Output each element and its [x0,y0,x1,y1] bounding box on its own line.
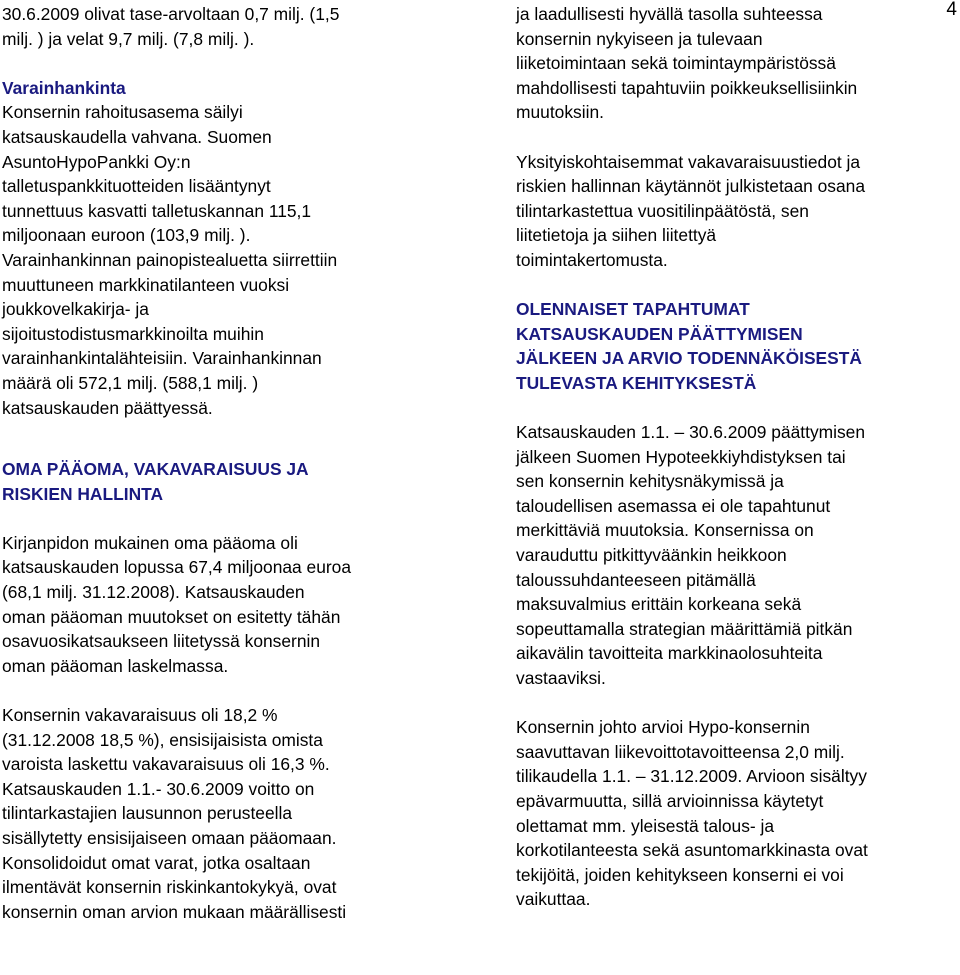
paragraph-outlook: Konsernin johto arvioi Hypo-konsernin saavuttavan liikevoittotavoitteensa 2,0 milj. tilikaudella 1.1. – 31.12.2009. Arvioon sisältyy epävarmuutta, sillä arvioinnissa käytetyt olettamat mm. yleisestä talous- ja korkotilanteesta sekä asuntomarkkinasta ovat tekijöitä, joiden kehitykseen konserni ei voi vaikuttaa. [516,717,868,910]
paragraph-capital-continued: ja laadullisesti hyvällä tasolla suhteessa konsernin nykyiseen ja tulevaan liiketoimintaan sekä toimintaympäristössä mahdollisesti tapahtuviin poikkeuksellisiinkin muutoksiin. [516,4,858,123]
heading-varainhankinta: Varainhankinta [2,77,126,98]
paragraph-funding: Konsernin rahoitusasema säilyi katsauskaudella vahvana. Suomen AsuntoHypoPankki Oy:n talletuspankkituotteiden lisääntynyt tunnettuus kasvatti talletuskannan 115,1 miljoonaan euroon (103,9 milj. ). Varainhankinnan painopistealuetta siirrettiin muuttuneen markkinatilanteen vuoksi joukkovelkakirja- ja sijoitustodistusmarkkinoilta muihin varainhankintalähteisiin. Varainhankinnan määrä oli 572,1 milj. (588,1 milj. ) katsauskauden päättyessä. [2,102,338,418]
paragraph-events-after: Katsauskauden 1.1. – 30.6.2009 päättymisen jälkeen Suomen Hypoteekkiyhdistyksen tai sen konsernin kehitysnäkymissä ja taloudellisen asemassa ei ole tapahtunut merkittäviä muutoksia. Konsernissa on varauduttu pitkittyväänkin heikkoon taloussuhdanteeseen pitämällä maksuvalmius erittäin korkeana sekä sopeuttamalla strategian määrittämiä pitkän aikavälin tavoitteita markkinaolosuhteita vastaaviksi. [516,422,866,689]
page-number: 4 [946,0,957,20]
heading-events-after-period: OLENNAISET TAPAHTUMAT KATSAUSKAUDEN PÄÄTTYMISEN JÄLKEEN JA ARVIO TODENNÄKÖISESTÄ TULEVASTA KEHITYKSESTÄ [516,299,862,393]
heading-equity-capital-adequacy: OMA PÄÄOMA, VAKAVARAISUUS JA RISKIEN HALLINTA [2,459,309,504]
paragraph-balance-sheet-values: 30.6.2009 olivat tase-arvoltaan 0,7 milj. (1,5 milj. ) ja velat 9,7 milj. (7,8 milj. ). [2,4,340,49]
right-column [516,2,960,912]
paragraph-capital-adequacy: Konsernin vakavaraisuus oli 18,2 % (31.12.2008 18,5 %), ensisijaisista omista varoista laskettu vakavaraisuus oli 16,3 %. Katsauskauden 1.1.- 30.6.2009 voitto on tilintarkastajien lausunnon perusteella sisällytetty ensisijaiseen omaan pääomaan. Konsolidoidut omat varat, jotka osaltaan ilmentävät konsernin riskinkantokykyä, ovat konsernin oman arvion mukaan määrällisesti [2,705,347,922]
left-column [2,2,452,924]
paragraph-detailed-information: Yksityiskohtaisemmat vakavaraisuustiedot ja riskien hallinnan käytännöt julkistetaan osana tilintarkastettua vuositilinpäätöstä, sen liitetietoja ja siihen liitettyä toimintakertomusta. [516,151,866,270]
paragraph-equity: Kirjanpidon mukainen oma pääoma oli katsauskauden lopussa 67,4 miljoonaa euroa (68,1 milj. 31.12.2008). Katsauskauden oman pääoman muutokset on esitetty tähän osavuosikatsaukseen liitetyssä konsernin oman pääoman laskelmassa. [2,532,352,676]
